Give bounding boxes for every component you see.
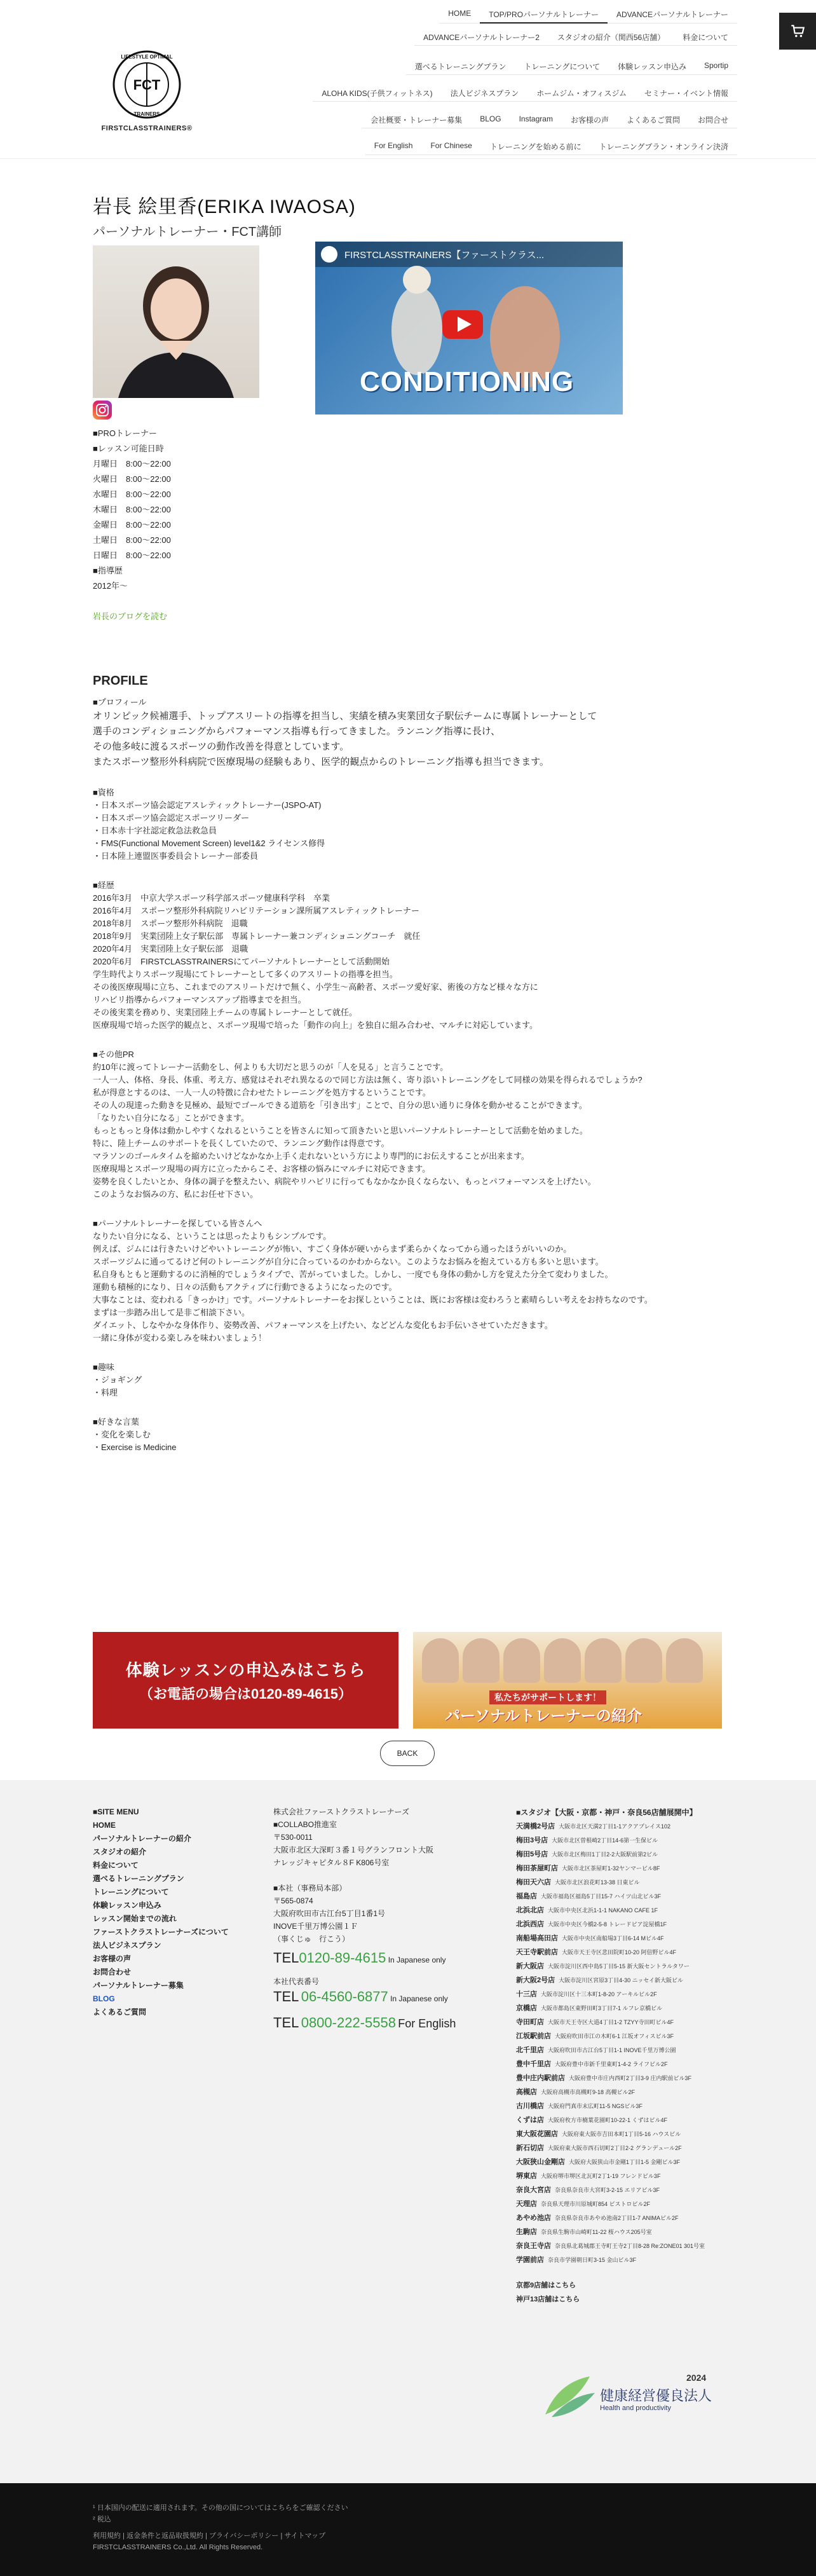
studio-item[interactable]	[516, 1875, 732, 1889]
video-caption: CONDITIONING	[360, 366, 575, 397]
profile-section-body: ・変化を楽しむ ・Exercise is Medicine	[93, 1430, 177, 1452]
studio-address: 奈良市学園朝日町3-15 金山ビル3F	[548, 2257, 637, 2263]
svg-text:LIFESTYLE OPTIMAL: LIFESTYLE OPTIMAL	[121, 54, 173, 60]
footer-menu-item[interactable]: 料金について	[93, 1861, 139, 1870]
nav-item[interactable]: トレーニングを始める前に	[481, 139, 590, 155]
nav-item[interactable]: TOP/PROパーソナルトレーナー	[480, 6, 608, 24]
studio-name: 天王寺駅前店	[516, 1949, 558, 1956]
profile-section-body: ・日本スポーツ協会認定アスレティックトレーナー(JSPO-AT) ・日本スポーツ協会認定スポーツリーダー ・日本赤十字社認定救急法救急員 ・FMS(Functional Movement Screen) level1&2 ライセンス修得 ・日本陸上連盟医事委員会トレーナー部委員	[93, 800, 325, 861]
studio-name: 天満橋2号店	[516, 1823, 555, 1830]
nav-row	[254, 85, 737, 102]
award-sub: Health and productivity	[600, 2404, 671, 2412]
studio-address: 大阪市淀川区十三本町1-8-20 アーキルビル2F	[541, 1991, 657, 1997]
studio-name: 北浜西店	[516, 1921, 544, 1928]
profile-section	[93, 1416, 722, 1454]
tel-hq: TEL 06-4560-6877 In Japanese only	[273, 1989, 448, 2004]
studio-item[interactable]	[516, 1987, 732, 2001]
info-line: 金曜日 8:00～22:00	[93, 520, 171, 530]
studio-name: あやめ池店	[516, 2214, 551, 2222]
profile-section-body: なりたい自分になる、ということは思ったよりもシンプルです。 例えば、ジムには行きたいけどやいトレーニングが怖い、すごく身体が硬いからまず柔らかくなってから通ったほうがいいのか。 スポーツジムに通ってるけど何のトレーニングが自分に合っているのかわからない。このようなお悩みを抱えている方も多いと思います。 私自身もともと運動するのに消極的でしょうタイプで、苦がっていました。しかし、一度でも身体の動かし方を覚えた分全て変わりました。 運動も積極的になり、日々の活動もアクティブに行動できるようになったのです。 大事なことは、変われる「きっかけ」です。パーソナルトレーナーをお探しということは、既にお客様は変わろうと素晴らしい考えをお持ちなのです。 まずは一歩踏み出して是非ご相談下さい。 ダイエット、しなやかな身体作り、姿勢改善、パフォーマンスを上げたい、などどんな変化もお手伝いさせていただきます。 一緒に身体が変わる楽しみを味わいましょう！	[93, 1231, 653, 1343]
banner-area	[93, 1632, 722, 1729]
nav-item[interactable]: 料金について	[674, 29, 737, 46]
studio-address: 大阪府豊中市庄内西町2丁目3-9 庄内駅前ビル3F	[569, 2075, 692, 2081]
profile-sections	[93, 696, 722, 1470]
trainer-face-icon	[625, 1638, 662, 1683]
health-award	[539, 2370, 717, 2425]
studio-item[interactable]	[516, 2043, 732, 2057]
studio-address: 奈良県天理市川原城町854 ビストロビル2F	[541, 2201, 651, 2207]
info-line: ■指導歴	[93, 566, 123, 575]
site-header	[0, 0, 816, 159]
trial-banner-phone: （お電話の場合は0120-89-4615）	[139, 1686, 352, 1702]
studio-item[interactable]	[516, 1931, 732, 1945]
trainer-face-icon	[585, 1638, 622, 1683]
studio-address: 大阪市北区浪花町13-38 日東ビル	[555, 1879, 640, 1886]
studio-name: 南船場高田店	[516, 1935, 558, 1942]
footer-menu-item[interactable]: BLOG	[93, 1994, 115, 2003]
nav-item[interactable]: 法人ビジネスプラン	[442, 85, 528, 102]
info-line: 火曜日 8:00～22:00	[93, 474, 171, 484]
trial-banner-title: 体験レッスンの申込みはこちら	[125, 1661, 366, 1680]
studio-item[interactable]	[516, 1861, 732, 1875]
info-line: 木曜日 8:00～22:00	[93, 505, 171, 514]
nav-row	[254, 29, 737, 46]
studio-name: 豊中千里店	[516, 2060, 551, 2068]
info-line: ■レッスン可能日時	[93, 444, 164, 453]
company-line: ■本社（事務局本部）	[273, 1884, 347, 1893]
studios-heading: ■スタジオ【大阪・京都・神戸・奈良56店舗展開中】	[516, 1808, 697, 1817]
footer-menu-item[interactable]: パーソナルトレーナー募集	[93, 1981, 184, 1990]
footer-site-menu	[93, 1805, 258, 2019]
studio-address: 奈良県生駒市山崎町11-22 桜ハウス205号室	[541, 2229, 652, 2235]
studio-item[interactable]	[516, 1833, 732, 1847]
company-line: 大阪市北区大深町３番１号グランフロント大阪	[273, 1846, 434, 1854]
nav-row	[254, 6, 737, 24]
trainer-intro-banner[interactable]	[413, 1632, 722, 1729]
studio-address: 大阪市天王寺区大道4丁目1-2 TZYY寺田町ビル4F	[548, 2019, 674, 2025]
footer-menu-item[interactable]: よくあるご質問	[93, 2008, 147, 2017]
nav-item[interactable]: Sportip	[695, 58, 737, 75]
trainer-banner-tag: 私たちがサポートします！	[489, 1690, 606, 1704]
cart-button[interactable]	[779, 13, 816, 50]
studio-address: 大阪府高槻市高槻町9-18 高槻ビル2F	[541, 2089, 636, 2095]
studio-item[interactable]	[516, 2141, 732, 2155]
tel-english: TEL 0800-222-5558 For English	[273, 2015, 456, 2031]
profile-section-heading: ■資格	[93, 788, 114, 797]
footer-menu-item[interactable]: 法人ビジネスプラン	[93, 1941, 161, 1950]
award-leaf-icon	[539, 2370, 596, 2421]
footer-studios	[516, 1805, 732, 2306]
studio-address: 大阪府東大阪市西石切町2丁目2-2 グランデュール2F	[548, 2145, 682, 2151]
info-line: 日曜日 8:00～22:00	[93, 551, 171, 560]
studio-item[interactable]	[516, 1917, 732, 1931]
studio-address: 大阪府枚方市楠葉花園町10-22-1 くずはビル4F	[548, 2117, 668, 2123]
studio-address: 大阪府大阪狭山市金剛1丁目1-5 金剛ビル3F	[569, 2159, 681, 2165]
profile-section	[93, 696, 722, 770]
copyright: FIRSTCLASSTRAINERS Co.,Ltd. All Rights Reserved.	[93, 2544, 263, 2551]
hq-tel-label: 本社代表番号	[273, 1977, 320, 1986]
nav-item[interactable]: お問合せ	[689, 112, 737, 128]
studio-item[interactable]	[516, 1819, 732, 1833]
profile-section-heading: ■プロフィール	[93, 697, 147, 707]
profile-section-heading: ■その他PR	[93, 1050, 134, 1059]
footer-menu-item[interactable]: 体験レッスン申込み	[93, 1901, 161, 1910]
trainer-portrait-icon	[93, 245, 259, 398]
nav-item[interactable]: 体験レッスン申込み	[609, 58, 695, 75]
svg-text:FCT: FCT	[133, 77, 161, 93]
studio-item[interactable]	[516, 1847, 732, 1861]
company-line: （事くじゅ 行こう）	[273, 1935, 350, 1943]
studio-item[interactable]	[516, 2239, 732, 2253]
profile-lead: オリンピック候補選手、トップアスリートの指導を担当し、実績を積み実業団女子駅伝チームに専属トレーナーとして 選手のコンディショニングからパフォーマンス指導も行ってきました。ランニング指導に長け、 その他多岐に渡るスポーツの動作改善を得意としています。 またスポーツ整形外科病院で医療現場の経験もあり、医学的観点からのトレーニング指導も担当できます。	[93, 711, 597, 767]
nav-item[interactable]: 会社概要・トレーナー募集	[362, 112, 471, 128]
nav-item[interactable]: よくあるご質問	[618, 112, 689, 128]
studio-name: 新大阪店	[516, 1963, 544, 1970]
studio-item[interactable]	[516, 2169, 732, 2183]
footer-menu-item[interactable]: パーソナルトレーナーの紹介	[93, 1834, 191, 1843]
profile-section-body: ・ジョギング ・料理	[93, 1375, 142, 1397]
video-title: FIRSTCLASSTRAINERS【ファーストクラス...	[344, 250, 545, 261]
studio-item[interactable]	[516, 1903, 732, 1917]
studio-item[interactable]	[516, 2183, 732, 2197]
footer-menu-item[interactable]: トレーニングについて	[93, 1887, 169, 1896]
profile-section-heading: ■好きな言葉	[93, 1417, 139, 1427]
studio-address: 大阪市北区梅田1丁目2-2大阪駅前第2ビル	[552, 1851, 658, 1858]
studio-item[interactable]	[516, 2001, 732, 2015]
studio-item[interactable]	[516, 2099, 732, 2113]
footer-menu-item[interactable]: スタジオの紹介	[93, 1847, 147, 1856]
studio-name: 福島店	[516, 1893, 537, 1900]
profile-section	[93, 879, 722, 1032]
studio-item[interactable]	[516, 1973, 732, 1987]
profile-section	[93, 1361, 722, 1399]
company-line: 〒530-0011	[273, 1833, 313, 1842]
company-line: ナレッジキャピタル８F K806号室	[273, 1858, 390, 1867]
studio-name: 奈良大宮店	[516, 2186, 551, 2194]
profile-section	[93, 786, 722, 863]
profile-heading: PROFILE	[93, 674, 148, 688]
nav-item[interactable]: セミナー・イベント情報	[636, 85, 737, 102]
tel-free-number[interactable]: 0120-89-4615	[299, 1950, 386, 1966]
nav-item[interactable]: トレーニングプラン・オンライン決済	[590, 139, 737, 155]
studio-item[interactable]	[516, 2015, 732, 2029]
studio-name: 十三店	[516, 1990, 537, 1998]
company-line: 株式会社ファーストクラストレーナーズ	[273, 1807, 409, 1816]
studio-name: 京橋店	[516, 2004, 537, 2012]
profile-section	[93, 1217, 722, 1345]
studio-name: 生駒店	[516, 2228, 537, 2236]
bottom-note-1: ¹ 日本国内の配送に適用されます。その他の国についてはこちらをご確認ください	[93, 2504, 348, 2512]
nav-item[interactable]: Instagram	[510, 112, 562, 128]
studio-address: 大阪市中央区北浜1-1-1 NAKANO CAFE 1F	[548, 1907, 658, 1914]
studio-address: 大阪市中央区南船場3丁目6-14 Mビル4F	[562, 1935, 664, 1942]
back-button[interactable]: BACK	[380, 1741, 435, 1766]
trial-lesson-banner[interactable]	[93, 1632, 398, 1729]
studio-item[interactable]	[516, 1945, 732, 1959]
studio-name: 天理店	[516, 2200, 537, 2208]
studio-item[interactable]	[516, 2113, 732, 2127]
trainer-banner-title: パーソナルトレーナーの紹介	[445, 1708, 642, 1725]
studio-name: 新石切店	[516, 2144, 544, 2152]
info-line: ■PROトレーナー	[93, 428, 158, 438]
footer-company	[273, 1805, 515, 2031]
footer-menu-item[interactable]: HOME	[93, 1821, 116, 1830]
studio-name: 梅田3号店	[516, 1837, 548, 1844]
profile-section-heading: ■パーソナルトレーナーを探している皆さんへ	[93, 1219, 262, 1228]
studio-address: 大阪府門真市末広町11-5 NGSビル3F	[548, 2103, 643, 2109]
instagram-icon	[93, 401, 112, 420]
studio-item[interactable]	[516, 2085, 732, 2099]
profile-section	[93, 1048, 722, 1201]
award-year: 2024	[686, 2373, 707, 2383]
footer-menu-item[interactable]: お客様の声	[93, 1954, 132, 1963]
studio-address: 大阪府豊中市新千里東町1-4-2 ライフビル2F	[555, 2061, 668, 2067]
nav-row	[254, 58, 737, 75]
studio-address: 大阪府吹田市江の木町6-1 江坂オフィスビル3F	[555, 2033, 674, 2039]
studio-name: 江坂駅前店	[516, 2032, 551, 2040]
nav-item[interactable]: 選べるトレーニングプラン	[406, 58, 515, 75]
studio-address: 大阪市北区曽根崎2丁目14-6第一生保ビル	[552, 1837, 658, 1844]
studio-item[interactable]	[516, 2197, 732, 2211]
studio-item[interactable]	[516, 1959, 732, 1973]
nav-item[interactable]: ALOHA KIDS(子供フィットネス)	[313, 85, 441, 102]
trainer-profile	[93, 191, 722, 1452]
studio-address: 大阪市北区茶屋町1-32ヤンマービル8F	[562, 1865, 660, 1872]
logo-text: FIRSTCLASSTRAINERS®	[101, 125, 193, 132]
profile-section-heading: ■趣味	[93, 1362, 114, 1372]
studio-name: 梅田天六店	[516, 1879, 551, 1886]
footer-menu-item[interactable]: 選べるトレーニングプラン	[93, 1874, 184, 1883]
studio-item[interactable]	[516, 2057, 732, 2071]
info-line: 水曜日 8:00～22:00	[93, 490, 171, 499]
site-footer	[0, 1780, 816, 2483]
studio-address: 大阪市天王寺区悲田院町10-20 阿倍野ビル4F	[562, 1949, 677, 1956]
studio-address: 大阪府堺市堺区北瓦町2丁1-19 フレンドビル3F	[541, 2173, 661, 2179]
studio-region-link[interactable]: 京都9店舗はこちら	[516, 2282, 576, 2289]
nav-item[interactable]: トレーニングについて	[515, 58, 609, 75]
trainer-name: 岩長 絵里香(ERIKA IWAOSA)	[93, 196, 356, 217]
company-line	[273, 1869, 515, 1882]
bottom-note-2: ² 税込	[93, 2516, 111, 2523]
studio-address: 奈良県奈良市あやめ池南2丁目1-7 ANIMAビル2F	[555, 2215, 679, 2221]
trainer-faces	[413, 1632, 722, 1689]
studio-name: 奈良王寺店	[516, 2242, 551, 2250]
trainer-face-icon	[463, 1638, 500, 1683]
nav-item[interactable]: スタジオの紹介（関西56店舗）	[548, 29, 674, 46]
tel-hq-number[interactable]: 06-4560-6877	[301, 1989, 388, 2004]
profile-section-body: 約10年に渡ってトレーナー活動をし、何よりも大切だと思うのが「人を見る」と言うことです。 一人一人、体格、身長、体重、考え方、感覚はそれぞれ異なるので同じ方法は無く、寄り添いトレーニングをして同様の効果を得られるでしょうか? 私が得意とするのは、一人一人の特徴に合わせたトレーニングを処方するということです。 その人の現達った動きを見極め、最短でゴールできる道筋を「引き出す」ことで、自分の思い通りに身体を動かせることができます。 「なりたい自分になる」ことができます。 もっともっと身体は動かしやすくなれるということを皆さんに知って頂きたいと思いパーソナルトレーナーとして活動を始めました。 特に、陸上チームのサポートを長くしていたので、ランニング動作は得意です。 マラソンのゴールタイムを縮めたいけどなかなか上手く走れないという方により専門的にお伝えすることが出来ます。 医療現場とスポーツ現場の両方に立ったからこそ、お客様の悩みにマルチに対応できます。 姿勢を良くしたいとか、身体の調子を整えたい、病院やリハビリに行ってもなかなか良くならない、もっとパフォーマンスを上げたい。 このようなお悩みの方、私にお任せ下さい。	[93, 1062, 643, 1199]
studio-name: 大阪狭山金剛店	[516, 2158, 565, 2166]
studio-region-link[interactable]: 神戸13店舗はこちら	[516, 2296, 580, 2303]
studio-name: 新大阪2号店	[516, 1977, 555, 1984]
tel-english-number[interactable]: 0800-222-5558	[301, 2015, 396, 2031]
studio-name: 学園前店	[516, 2256, 544, 2264]
tel-free: TEL0120-89-4615 In Japanese only	[273, 1950, 446, 1966]
trainer-role: パーソナルトレーナー・FCT講師	[93, 225, 282, 239]
studio-item[interactable]	[516, 2225, 732, 2239]
studio-name: 古川橋店	[516, 2102, 544, 2110]
logo-mark-icon	[112, 50, 182, 120]
studio-item[interactable]	[516, 2071, 732, 2085]
studio-name: 高槻店	[516, 2088, 537, 2096]
studio-name: 堺東店	[516, 2172, 537, 2180]
footer-menu-item[interactable]: お問合わせ	[93, 1968, 132, 1977]
company-line: ■COLLABO推進室	[273, 1820, 337, 1829]
blog-link[interactable]: 岩長のブログを読む	[93, 612, 168, 621]
studio-name: 北浜北店	[516, 1907, 544, 1914]
footer-menu-heading: ■SITE MENU	[93, 1807, 139, 1816]
trainer-face-icon	[544, 1638, 581, 1683]
studio-item[interactable]	[516, 2155, 732, 2169]
instagram-link[interactable]	[93, 401, 112, 420]
studio-item[interactable]	[516, 2029, 732, 2043]
bottom-policy-links[interactable]: 利用規約 | 返金条件と返品取扱規約 | プライバシーポリシー | サイトマップ	[93, 2532, 326, 2540]
site-logo[interactable]	[93, 50, 201, 132]
studio-name: 寺田町店	[516, 2018, 544, 2026]
nav-item[interactable]: BLOG	[471, 112, 510, 128]
nav-item[interactable]: For English	[365, 139, 422, 155]
studio-name: 豊中庄内駅前店	[516, 2074, 565, 2082]
trainer-info	[93, 426, 411, 624]
trainer-face-icon	[503, 1638, 540, 1683]
studio-address: 奈良県奈良市大宮町3-2-15 エリアビル3F	[555, 2187, 660, 2193]
profile-section-heading: ■経歴	[93, 880, 114, 890]
studio-address: 大阪市中央区今橋2-5-8 トレードピア淀屋橋1F	[548, 1921, 667, 1928]
studio-item[interactable]	[516, 2253, 732, 2267]
studio-item[interactable]	[516, 2127, 732, 2141]
nav-item[interactable]: ADVANCEパーソナルトレーナー	[608, 6, 737, 24]
studio-address: 大阪市淀川区宮原3丁目4-30 ニッセイ新大阪ビル	[559, 1977, 684, 1983]
studio-name: くずは店	[516, 2116, 544, 2124]
nav-row	[254, 112, 737, 128]
studio-address: 大阪府東大阪市吉田本町1丁目5-16 ハウスビル	[562, 2131, 681, 2137]
cart-icon	[789, 23, 806, 39]
trainer-face-icon	[422, 1638, 459, 1683]
studio-item[interactable]	[516, 2211, 732, 2225]
svg-text:TRAINERS: TRAINERS	[133, 111, 160, 117]
studio-address: 奈良県北葛城郡王寺町王寺2丁目8-28 Re:ZONE01 301号室	[555, 2243, 705, 2249]
info-line: 2012年～	[93, 581, 128, 591]
nav-item[interactable]: ADVANCEパーソナルトレーナー2	[414, 29, 548, 46]
nav-item[interactable]: ホームジム・オフィスジム	[527, 85, 636, 102]
studio-address: 大阪市北区天満2丁目1-1アクアプレイス102	[559, 1823, 670, 1830]
youtube-video[interactable]	[315, 242, 623, 414]
studio-address: 大阪府吹田市古江台5丁目1-1 INOVE千里万博公園	[548, 2047, 676, 2053]
company-line: 大阪府吹田市古江台5丁目1番1号	[273, 1909, 386, 1918]
nav-item[interactable]: お客様の声	[562, 112, 618, 128]
nav-item[interactable]: HOME	[439, 6, 480, 24]
company-line: INOVE千里万博公園１Ｆ	[273, 1922, 358, 1931]
nav-row	[254, 139, 737, 155]
studio-name: 東大阪花園店	[516, 2130, 558, 2138]
footer-menu-item[interactable]: ファーストクラストレーナーズについて	[93, 1928, 229, 1936]
trainer-face-icon	[666, 1638, 703, 1683]
studio-address: 大阪市福島区福島5丁目15-7 ハイツ山北ビル3F	[541, 1893, 662, 1900]
studio-address: 大阪市淀川区西中島5丁目5-15 新大阪セントラルタワー	[548, 1963, 690, 1970]
studio-name: 梅田5号店	[516, 1851, 548, 1858]
footer-menu-item[interactable]: レッスン開始までの流れ	[93, 1914, 177, 1923]
info-line: 月曜日 8:00～22:00	[93, 459, 171, 469]
award-title: 健康経営優良法人	[600, 2388, 712, 2404]
nav-item[interactable]: For Chinese	[421, 139, 480, 155]
studio-address: 大阪市都島区東野田町3丁目7-1 ルフレ京橋ビル	[541, 2005, 663, 2011]
studio-name: 梅田茶屋町店	[516, 1865, 558, 1872]
trainer-photo	[93, 245, 259, 398]
studio-item[interactable]	[516, 1889, 732, 1903]
studio-name: 北千里店	[516, 2046, 544, 2054]
info-line: 土曜日 8:00～22:00	[93, 535, 171, 545]
profile-section-body: 2016年3月 中京大学スポーツ科学部スポーツ健康科学科 卒業 2016年4月 スポーツ整形外科病院リハビリテーション課所属アスレティックトレーナー 2018年8月 スポーツ整形外科病院 退職 2018年9月 実業団陸上女子駅伝部 専属トレーナー兼コンディショニングコーチ 就任 2020年4月 実業団陸上女子駅伝部 退職 2020年6月 FIRSTCLASSTRAINERSにてパーソナルトレーナーとして活動開始 学生時代よりスポーツ現場にてトレーナーとして多くのアスリートの指導を担当。 その後医療現場に立ち、これまでのアスリートだけで無く、小学生～高齢者、スポーツ愛好家、術後の方など様々な方に リハビリ指導からパフォーマンスアップ指導までを担当。 その後実業を務めり、実業団陸上チームの専属トレーナーとして就任。 医療現場で培った医学的観点と、スポーツ現場で培った「動作の向上」を独自に組み合わせ、マルチに対応しています。	[93, 893, 538, 1030]
company-line: 〒565-0874	[273, 1896, 313, 1905]
bottom-bar	[0, 2483, 816, 2576]
